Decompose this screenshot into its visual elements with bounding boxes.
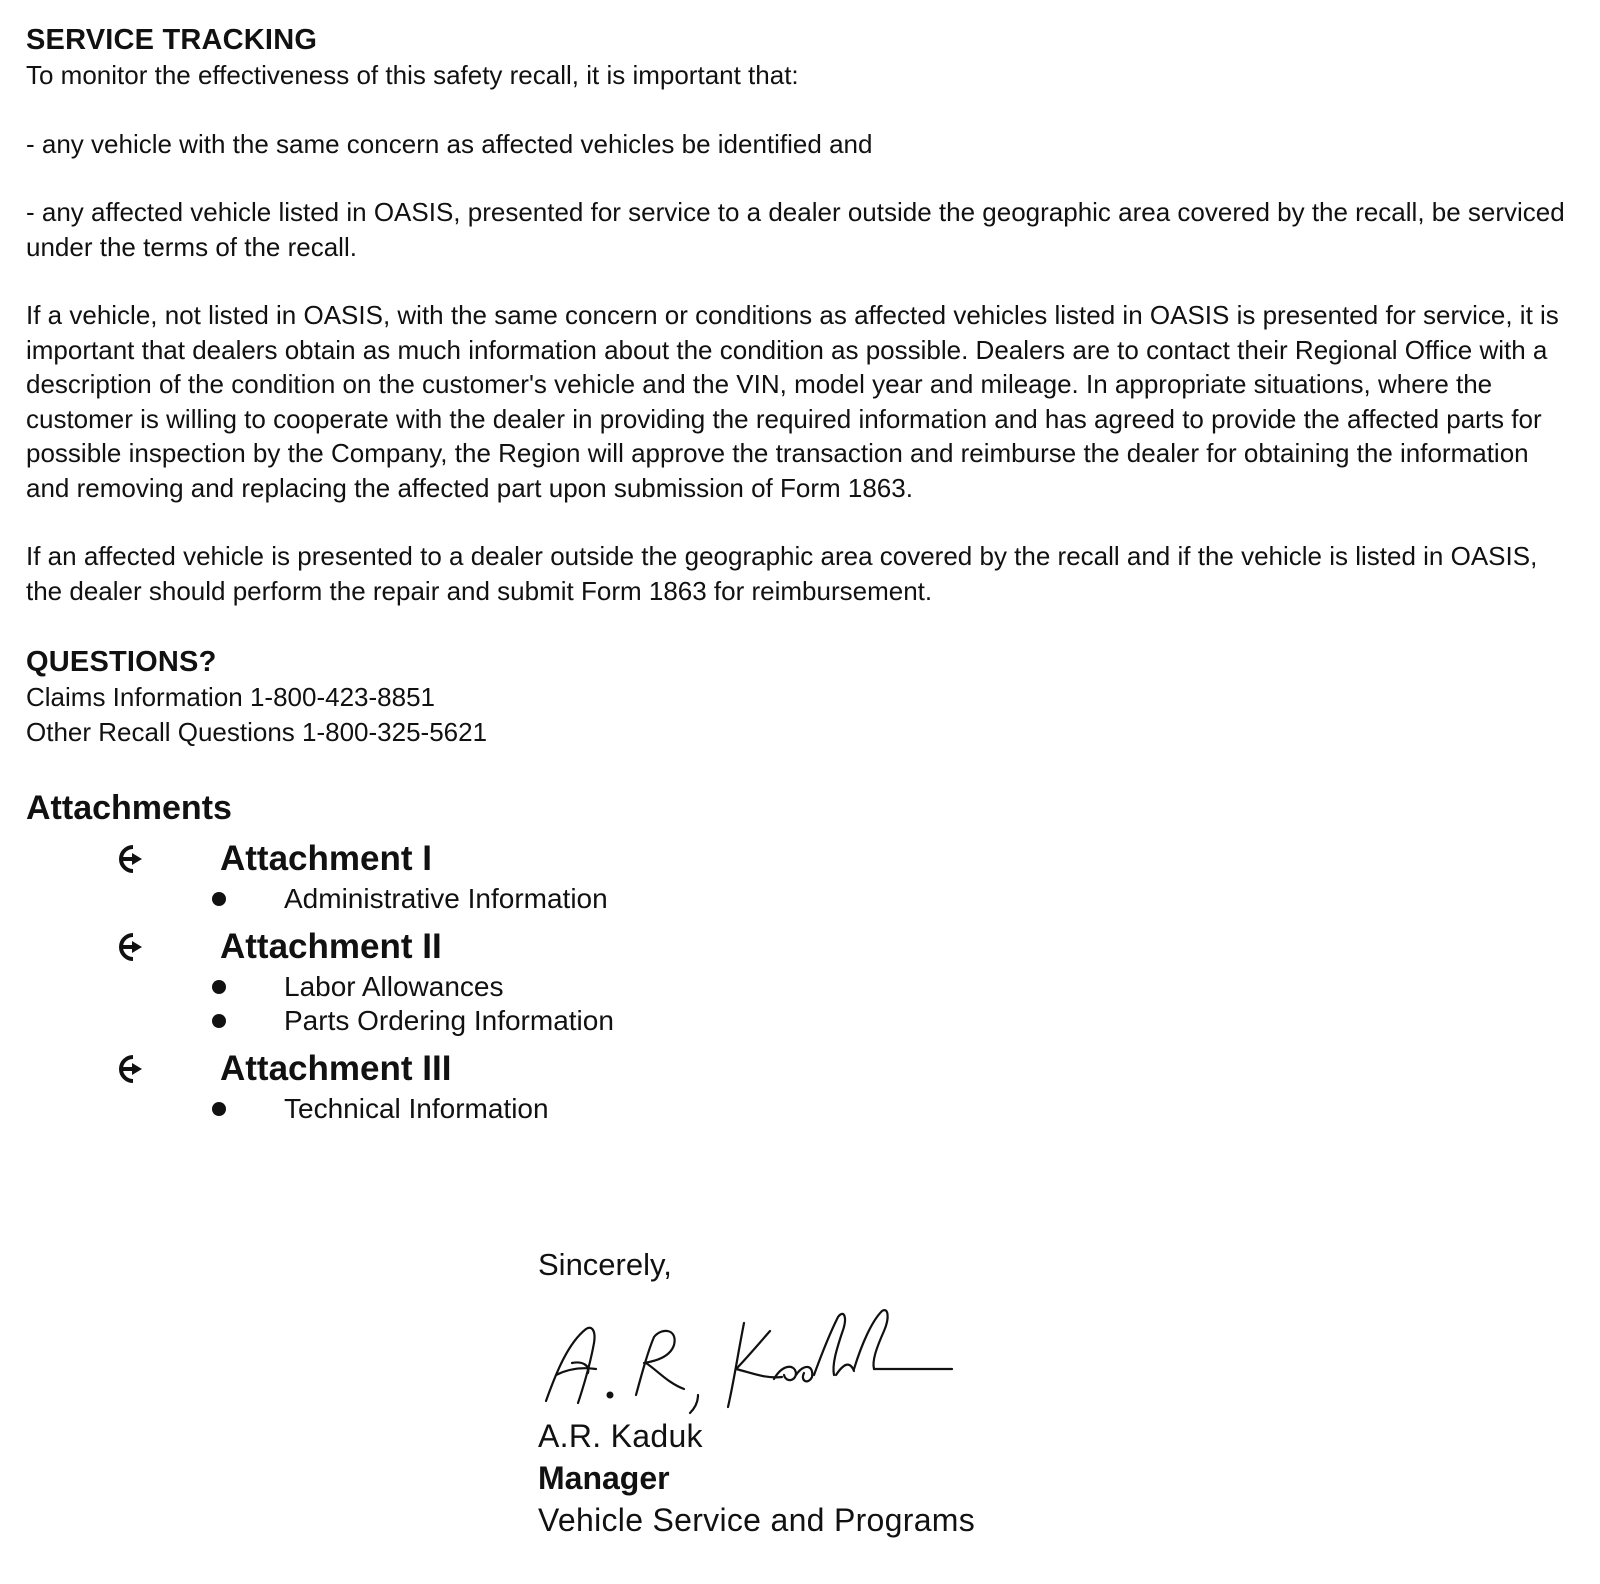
attachment-header — [118, 924, 1566, 970]
other-recall-questions: Other Recall Questions 1-800-325-5621 — [26, 717, 488, 747]
questions-heading: QUESTIONS? — [26, 646, 217, 678]
arrow-circle-right-icon — [118, 932, 148, 962]
attachment-block-3 — [26, 1046, 1566, 1126]
attachment-header — [118, 836, 1566, 882]
attachment-item — [212, 882, 1566, 916]
bullet-icon — [212, 1102, 226, 1116]
attachments-heading: Attachments — [26, 789, 232, 827]
closing-block — [538, 1245, 975, 1541]
signatory-department: Vehicle Service and Programs — [538, 1502, 976, 1538]
letter-page — [26, 22, 1566, 1126]
attachment-title: Attachment II — [220, 927, 442, 966]
attachment-item-label: Labor Allowances — [284, 971, 504, 1002]
arrow-circle-right-icon — [118, 1054, 148, 1084]
bullet-icon — [212, 1014, 226, 1028]
service-tracking-intro: To monitor the effectiveness of this safety recall, it is important that: — [26, 60, 799, 90]
service-tracking-bullet-1: - any vehicle with the same concern as affected vehicles be identified and — [26, 128, 873, 159]
attachment-item — [212, 1092, 1566, 1126]
bullet-icon — [212, 892, 226, 906]
arrow-circle-right-icon — [118, 844, 148, 874]
attachment-title: Attachment I — [220, 839, 432, 878]
service-tracking-heading: SERVICE TRACKING — [26, 24, 318, 56]
signatory-name: A.R. Kaduk — [538, 1418, 703, 1454]
attachment-item — [212, 970, 1566, 1004]
service-tracking-bullet-2: - any affected vehicle listed in OASIS, presented for service to a dealer outside the geographic area covered by the recall, be serviced under the terms of the recall. — [26, 197, 1565, 262]
attachment-block-2 — [26, 924, 1566, 1038]
attachment-item — [212, 1004, 1566, 1038]
salutation: Sincerely, — [538, 1247, 672, 1282]
claims-information: Claims Information 1-800-423-8851 — [26, 682, 435, 712]
attachment-header — [118, 1046, 1566, 1092]
signatory-title: Manager — [538, 1460, 670, 1496]
service-tracking-paragraph-2: If an affected vehicle is presented to a dealer outside the geographic area covered by the recall and if the vehicle is listed in OASIS, the dealer should perform the repair and submit Form 1863 for reimbursement. — [26, 541, 1538, 606]
attachment-item-label: Technical Information — [284, 1093, 549, 1124]
attachment-item-label: Parts Ordering Information — [284, 1005, 614, 1036]
service-tracking-paragraph-1: If a vehicle, not listed in OASIS, with the same concern or conditions as affected vehicles listed in OASIS is presented for service, it is important that dealers obtain as much information about the condition as possible. Dealers are to contact their Regional Office with a description of the condition on the customer's vehicle and the VIN, model year and mileage. In appropriate situations, where the customer is willing to cooperate with the dealer in providing the required information and has agreed to provide the affected parts for possible inspection by the Company, the Region will approve the transaction and reimburse the dealer for obtaining the information and removing and replacing the affected part upon submission of Form 1863. — [26, 300, 1559, 503]
signature — [538, 1303, 958, 1415]
attachment-title: Attachment III — [220, 1049, 452, 1088]
attachment-item-label: Administrative Information — [284, 883, 608, 914]
bullet-icon — [212, 980, 226, 994]
attachment-block-1 — [26, 836, 1566, 916]
